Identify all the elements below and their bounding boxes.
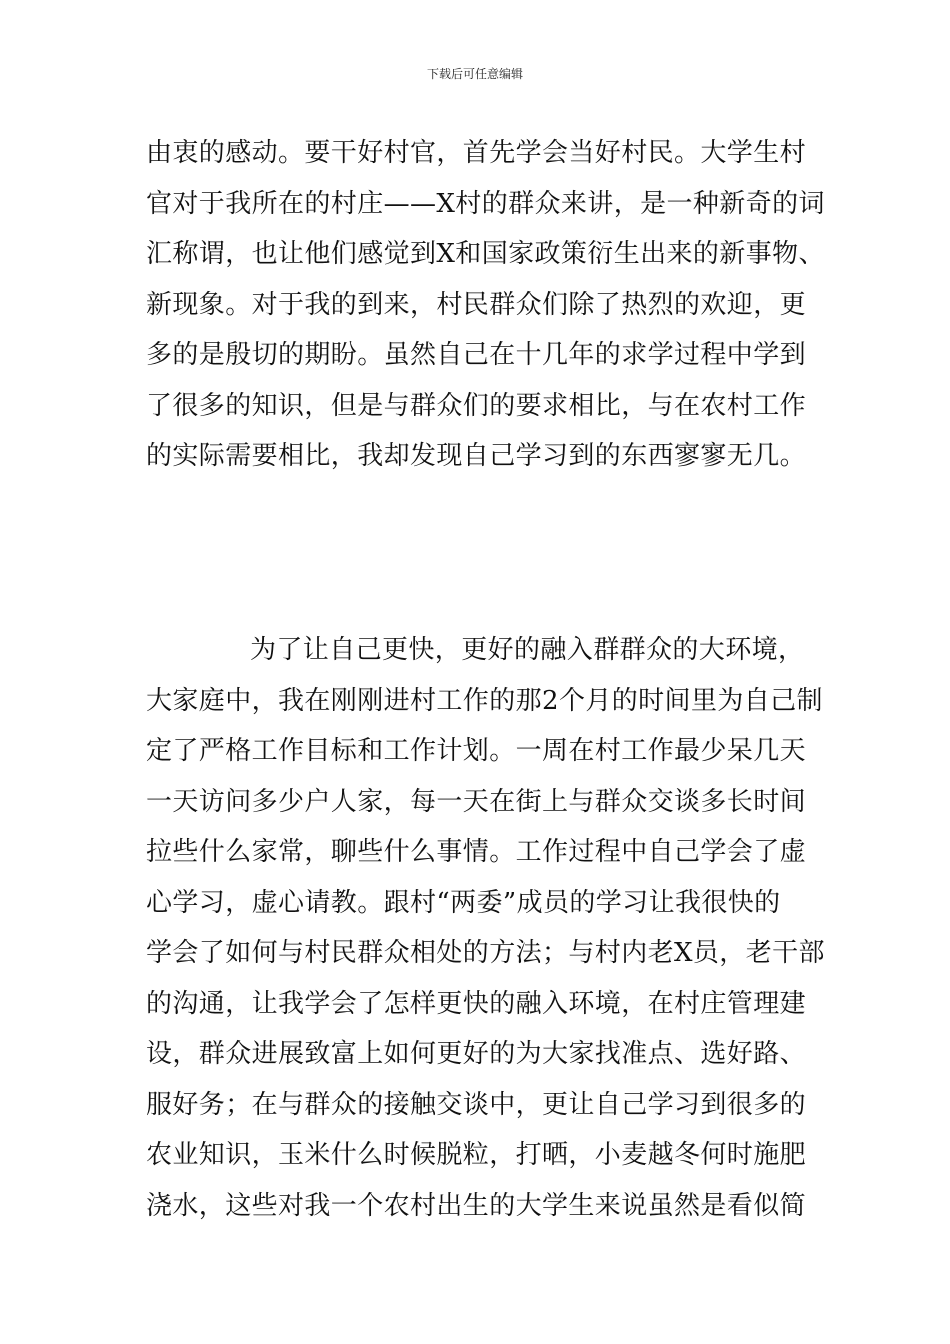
paragraph-line: 官对于我所在的村庄——X村的群众来讲，是一种新奇的词 <box>146 188 825 219</box>
page-header: 下载后可任意编辑 <box>426 67 523 81</box>
paragraph-line: 了很多的知识，但是与群众们的要求相比，与在农村工作 <box>146 390 807 421</box>
paragraph-line: 大家庭中，我在刚刚进村工作的那2个月的时间里为自己制 <box>146 685 823 716</box>
paragraph-1 <box>146 128 826 482</box>
paragraph-line: 新现象。对于我的到来，村民群众们除了热烈的欢迎，更 <box>146 289 807 320</box>
paragraph-line: 服好务；在与群众的接触交谈中，更让自己学习到很多的 <box>146 1089 807 1120</box>
paragraph-line: 的实际需要相比，我却发现自己学习到的东西寥寥无几。 <box>146 441 807 471</box>
paragraph-line: 定了严格工作目标和工作计划。一周在村工作最少呆几天 <box>146 736 807 766</box>
paragraph-line: 农业知识，玉米什么时候脱粒，打晒，小麦越冬何时施肥 <box>146 1140 807 1170</box>
paragraph-line: 由衷的感动。要干好村官，首先学会当好村民。大学生村 <box>146 138 807 168</box>
paragraph-line: 汇称谓，也让他们感觉到X和国家政策衍生出来的新事物、 <box>146 239 825 269</box>
paragraph-line: 心学习，虚心请教。跟村“两委”成员的学习让我很快的 <box>146 887 781 918</box>
paragraph-line: 多的是殷切的期盼。虽然自己在十几年的求学过程中学到 <box>146 340 807 370</box>
paragraph-first-line: 为了让自己更快，更好的融入群群众的大环境， <box>250 635 805 665</box>
paragraph-2 <box>146 625 826 1231</box>
paragraph-line: 的沟通，让我学会了怎样更快的融入环境，在村庄管理建 <box>146 988 807 1019</box>
paragraph-line: 浇水，这些对我一个农村出生的大学生来说虽然是看似简 <box>146 1190 807 1221</box>
paragraph-line: 拉些什么家常，聊些什么事情。工作过程中自己学会了虚 <box>146 837 807 867</box>
paragraph-line: 一天访问多少户人家，每一天在街上与群众交谈多长时间 <box>146 786 807 817</box>
paragraph-line: 学会了如何与村民群众相处的方法；与村内老X员，老干部 <box>146 938 825 968</box>
paragraph-line: 设，群众进展致富上如何更好的为大家找准点、选好路、 <box>146 1039 807 1069</box>
